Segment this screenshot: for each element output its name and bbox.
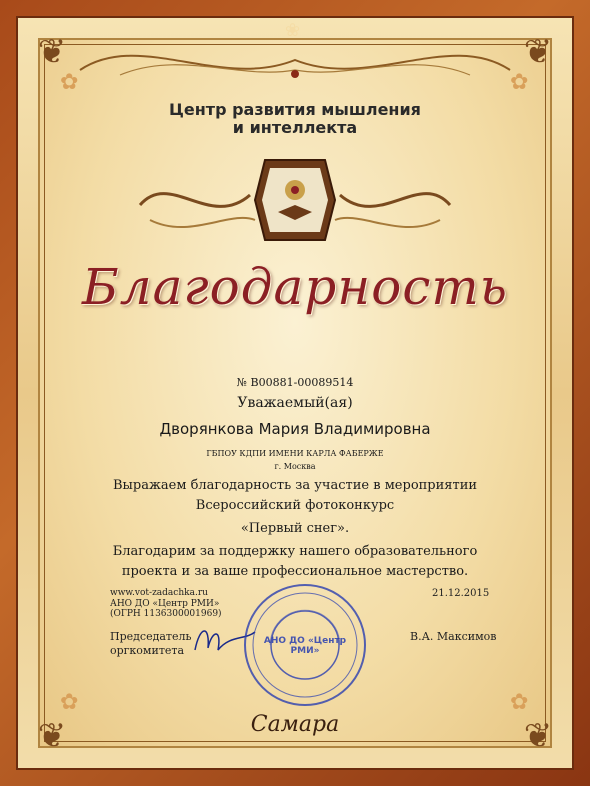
city-label: г. Москва	[274, 462, 316, 471]
website: www.vot-zadachka.ru	[110, 588, 208, 598]
corner-ornament-icon: ❦	[523, 716, 553, 756]
chair-title-line1: Председатель	[110, 630, 192, 643]
body-line: Всероссийский фотоконкурс	[195, 498, 395, 513]
org-short-name: АНО ДО «Центр РМИ»	[110, 599, 220, 609]
body-line: проекта и за ваше профессиональное мастерство.	[121, 564, 469, 579]
top-swirl-ornament	[60, 30, 530, 90]
stamp-text: АНО ДО «Центр РМИ»	[263, 636, 347, 656]
corner-ornament-icon: ❦	[523, 32, 553, 72]
flower-icon: ✿	[60, 690, 79, 715]
city-script: Самара	[250, 712, 340, 737]
flower-icon: ❀	[285, 20, 301, 41]
emblem-scrollwork	[130, 150, 460, 250]
corner-ornament-icon: ❦	[37, 716, 67, 756]
flower-icon: ✿	[60, 70, 79, 95]
organization-name-line1: Центр развития мышления	[169, 100, 421, 119]
institution: ГБПОУ КДПИ ИМЕНИ КАРЛА ФАБЕРЖЕ	[206, 449, 384, 458]
flower-icon: ✿	[510, 70, 529, 95]
body-line: «Первый снег».	[240, 521, 350, 536]
certificate-number: № В00881-00089514	[236, 376, 354, 389]
body-line: Выражаем благодарность за участие в мероприятии	[112, 478, 478, 493]
chair-title-line2: оргкомитета	[110, 644, 185, 657]
flower-icon: ✿	[510, 690, 529, 715]
date: 21.12.2015	[432, 588, 490, 599]
body-line: Благодарим за поддержку нашего образовательного	[112, 544, 478, 559]
signer-name: В.А. Максимов	[410, 630, 497, 643]
corner-ornament-icon: ❦	[37, 32, 67, 72]
recipient-name: Дворянкова Мария Владимировна	[159, 420, 431, 438]
salutation: Уважаемый(ая)	[237, 395, 353, 411]
ogrn-number: (ОГРН 1136300001969)	[110, 609, 222, 619]
organization-name-line2: и интеллекта	[232, 118, 358, 137]
certificate-title: Благодарность	[82, 258, 508, 316]
